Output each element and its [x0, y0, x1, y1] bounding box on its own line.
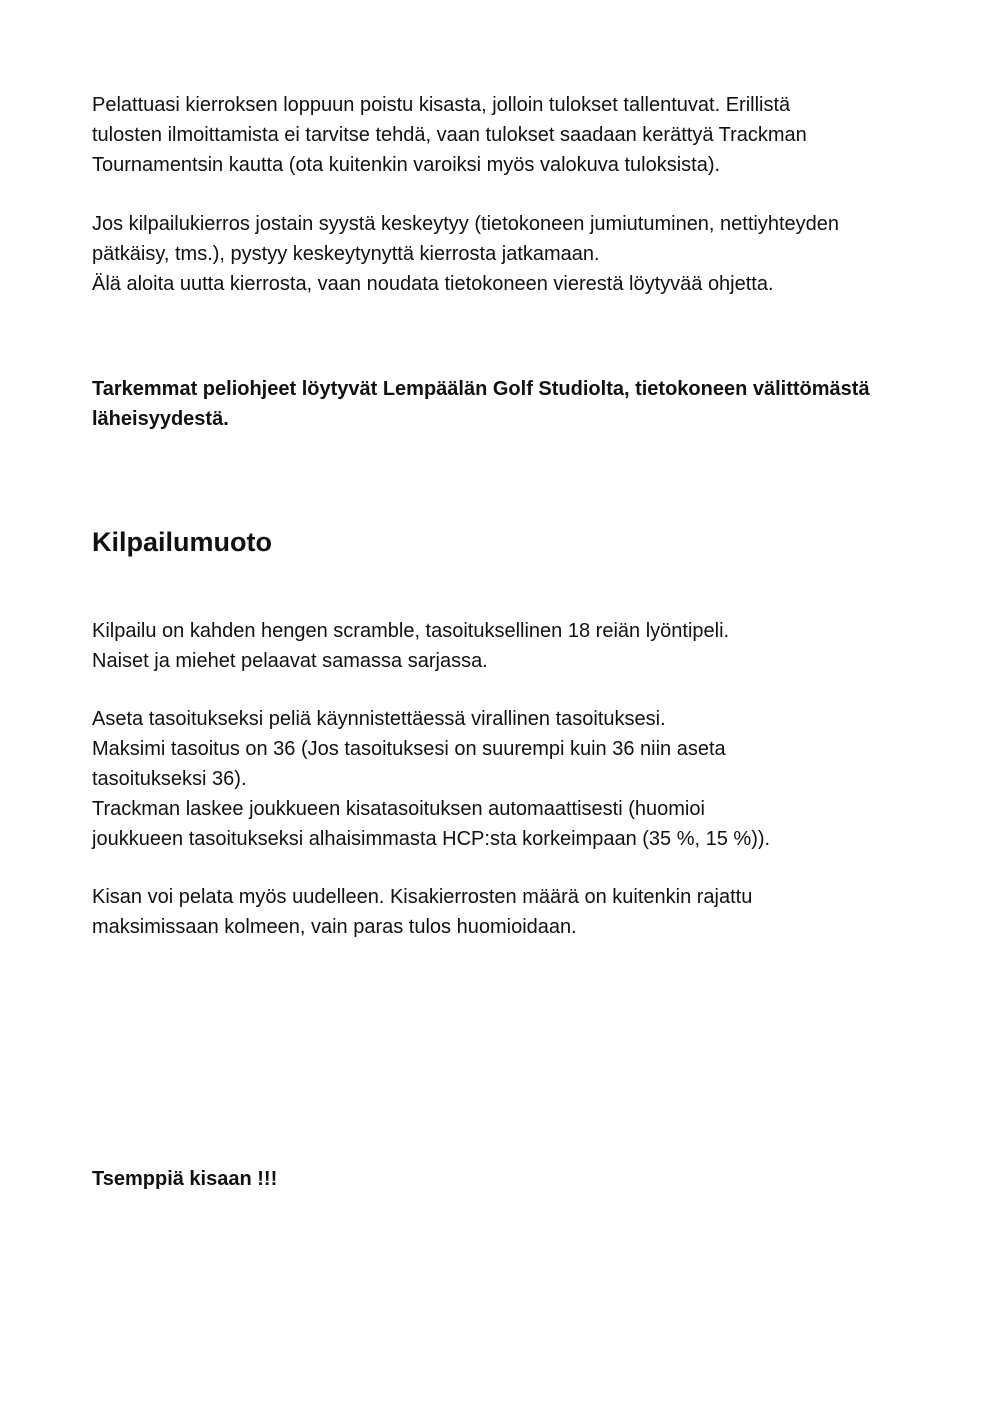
- paragraph-round-interruption: [92, 209, 932, 299]
- text-line: Kisan voi pelata myös uudelleen. Kisakierrosten määrä on kuitenkin rajattu: [92, 886, 753, 908]
- text-line: läheisyydestä.: [92, 408, 229, 430]
- text-line: Trackman laskee joukkueen kisatasoituksen automaattisesti (huomioi: [92, 798, 705, 820]
- text-line: Pelattuasi kierroksen loppuun poistu kisasta, jolloin tulokset tallentuvat. Erillistä: [92, 94, 791, 116]
- text-line: tasoitukseksi 36).: [92, 768, 247, 790]
- paragraph-handicap: [92, 704, 932, 854]
- text-line: Älä aloita uutta kierrosta, vaan noudata tietokoneen vierestä löytyvää ohjetta.: [92, 273, 774, 295]
- text-line: Tsemppiä kisaan !!!: [92, 1168, 278, 1190]
- text-line: joukkueen tasoitukseksi alhaisimmasta HCP:sta korkeimpaan (35 %, 15 %)).: [92, 828, 771, 850]
- text-line: Kilpailu on kahden hengen scramble, tasoituksellinen 18 reiän lyöntipeli.: [92, 620, 730, 642]
- text-line: Aseta tasoitukseksi peliä käynnistettäessä virallinen tasoituksesi.: [92, 708, 666, 730]
- text-line: Tournamentsin kautta (ota kuitenkin varoiksi myös valokuva tuloksista).: [92, 154, 721, 176]
- text-line: tulosten ilmoittamista ei tarvitse tehdä, vaan tulokset saadaan kerättyä Trackman: [92, 124, 807, 146]
- text-line: maksimissaan kolmeen, vain paras tulos huomioidaan.: [92, 916, 577, 938]
- text-line: Naiset ja miehet pelaavat samassa sarjassa.: [92, 650, 488, 672]
- section-heading: Kilpailumuoto: [92, 527, 272, 557]
- notice-instructions: [92, 374, 932, 434]
- paragraph-competition-format: [92, 616, 932, 676]
- paragraph-results-saving: [92, 90, 932, 180]
- text-line: Jos kilpailukierros jostain syystä keskeytyy (tietokoneen jumiutuminen, nettiyhteyden: [92, 213, 840, 235]
- closing-greeting: [92, 1164, 932, 1194]
- text-line: Tarkemmat peliohjeet löytyvät Lempäälän Golf Studiolta, tietokoneen välittömästä: [92, 378, 870, 400]
- text-line: pätkäisy, tms.), pystyy keskeytynyttä kierrosta jatkamaan.: [92, 243, 600, 265]
- text-line: Maksimi tasoitus on 36 (Jos tasoituksesi on suurempi kuin 36 niin aseta: [92, 738, 726, 760]
- paragraph-replay-rules: [92, 882, 932, 942]
